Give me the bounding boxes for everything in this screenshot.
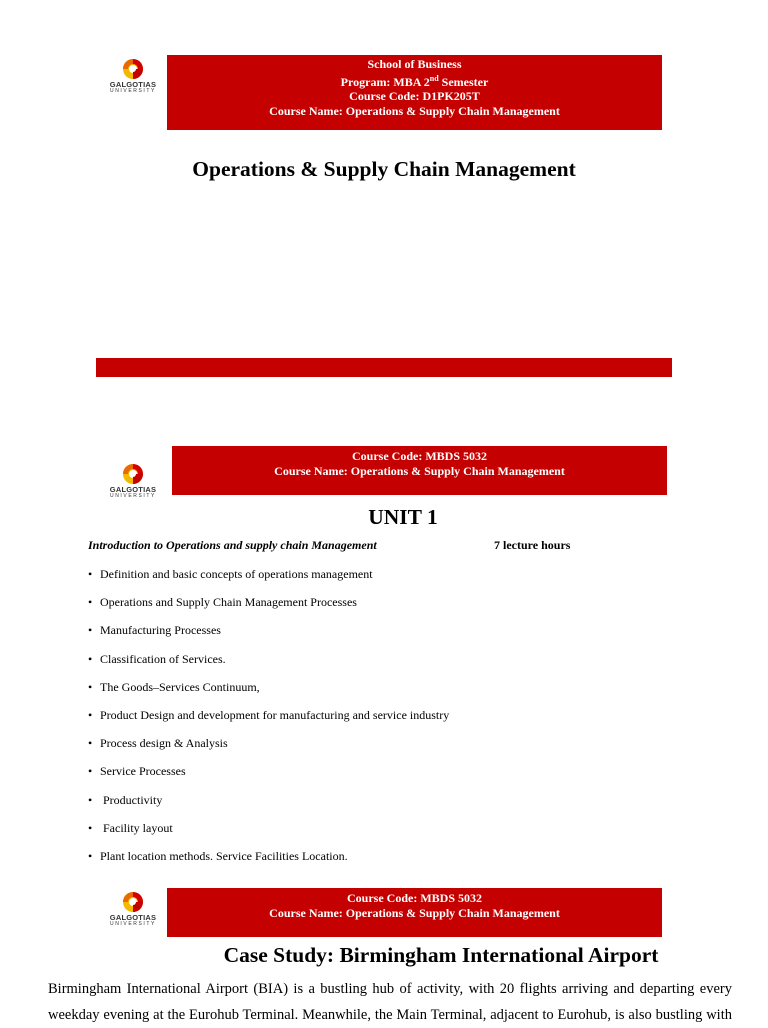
logo-sub-text: UNIVERSITY <box>109 493 156 499</box>
logo-swirl-icon <box>120 890 146 914</box>
program-line: Program: MBA 2nd Semester <box>340 73 489 89</box>
logo-brand-text: GALGOTIAS <box>109 485 157 494</box>
list-item: • Process design & Analysis <box>88 736 228 751</box>
list-item: • Product Design and development for manufacturing and service industry <box>88 707 450 722</box>
logo-swirl-icon <box>120 462 146 486</box>
course-name: Course Name: Operations & Supply Chain Management <box>269 103 560 118</box>
course-code: Course Code: MBDS 5032 <box>352 449 487 463</box>
logo-brand-text: GALGOTIAS <box>109 80 157 89</box>
list-item: • Definition and basic concepts of operations management <box>88 567 373 581</box>
topic-list <box>88 566 449 876</box>
header-banner-1 <box>167 55 662 130</box>
list-item: • Plant location methods. Service Facilities Location. <box>88 848 348 863</box>
list-item: • Service Processes <box>88 764 186 779</box>
course-code: Course Code: D1PK205T <box>349 89 480 103</box>
course-name: Course Name: Operations & Supply Chain Management <box>274 463 565 478</box>
logo-sub-text: UNIVERSITY <box>109 88 156 94</box>
list-item: • Classification of Services. <box>88 651 226 666</box>
logo-brand-text: GALGOTIAS <box>109 913 157 922</box>
header-banner-2 <box>172 446 667 495</box>
course-code: Course Code: MBDS 5032 <box>347 891 482 905</box>
unit-title: UNIT 1 <box>368 505 438 529</box>
course-name: Course Name: Operations & Supply Chain Management <box>269 905 560 920</box>
list-item: • Manufacturing Processes <box>88 623 221 638</box>
galgotias-logo <box>107 462 159 504</box>
list-item: • The Goods–Services Continuum, <box>88 679 260 694</box>
header-banner-3 <box>167 888 662 937</box>
case-study-paragraph: Birmingham International Airport (BIA) is a bustling hub of activity, with 20 flights arriving and departing every weekday evening at the Eurohub Terminal. Meanwhile, the Main Terminal, adjacent to Eurohub, is also bustling with <box>48 981 732 1023</box>
list-item: • Productivity <box>88 792 163 807</box>
school-name: School of Business <box>367 57 462 71</box>
galgotias-logo <box>107 890 159 932</box>
lecture-hours: 7 lecture hours <box>494 538 571 552</box>
case-study-title: Case Study: Birmingham International Airport <box>223 943 659 967</box>
list-item: • Facility layout <box>88 820 173 835</box>
divider-bar <box>96 358 672 377</box>
galgotias-logo <box>107 57 159 99</box>
logo-swirl-icon <box>120 57 146 81</box>
page-title: Operations & Supply Chain Management <box>192 157 576 181</box>
logo-sub-text: UNIVERSITY <box>109 921 156 927</box>
unit-intro: Introduction to Operations and supply chain Management <box>88 538 377 552</box>
list-item: • Operations and Supply Chain Management Processes <box>88 595 357 610</box>
